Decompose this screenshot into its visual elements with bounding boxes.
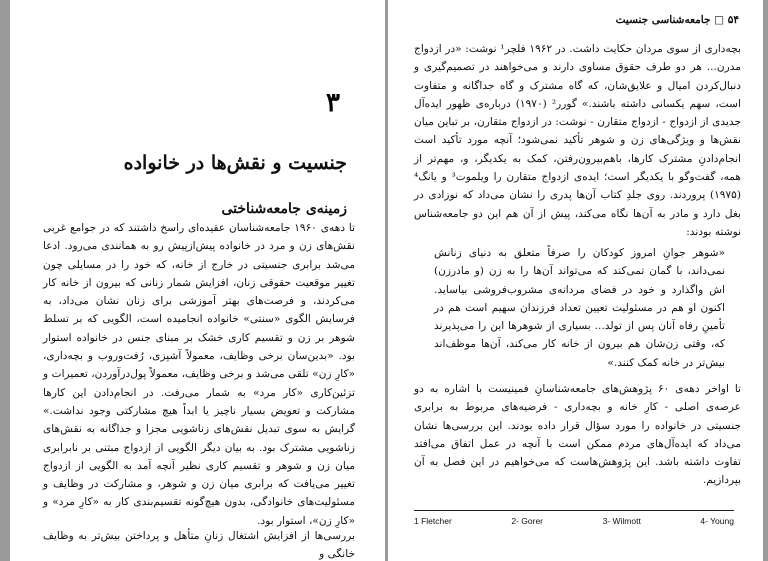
block-quote: «شوهر جوانِ امروز کودکان را صرفاً متعلق به دنیای زنانش نمی‌داند، با گمان تمی‌کند که می‌تواند آن‌ها را به زن (و مادرزن) اش واگذارد و خود در فضای مردانه‌ی مشروب‌فروشی بیاساید. اکنون او هم در مسئولیت تعیین تعداد فرزندان سهیم است هم در تأمینِ رفاه آنان پس از تولد... بسیاری از شوهرها این را می‌پذیرند که، وقتی زن‌شان هم بیرون از خانه کار می‌کند، آن‌ها موظف‌اند بیش‌تر در خانه کمک کنند.» [434,247,725,369]
right-page [388,0,763,561]
left-page [10,0,385,561]
section-title: زمینه‌ی جامعه‌شناختی [221,201,347,217]
footnotes [414,516,734,526]
left-body-paragraph-2: بررسی‌ها از افزایش اشتغال زنانِ متأهل و پرداختن بیش‌تر به وظایف خانگی و [43,530,355,561]
running-head: ۵۴ □ جامعه‌شناسی جنسیت [615,14,739,26]
footnote-1: 1 Fletcher [414,516,452,526]
footnote-4: 4- Young [700,516,734,526]
chapter-number: ۳ [326,88,340,118]
right-body-paragraph-1: بچه‌داری از سوی مردان حکایت داشت. در ۱۹۶۲ فلچر¹ نوشت: «در ازدواج مدرن... هر دو طرف حقوق مساوی دارند و می‌خواهند در تصمیم‌گیری و دنبال‌کردن امیال و علایق‌شان، که گاه مشترک و گاه جداگانه و متفاوت است، سهم یکسانی داشته باشند.» گورر² (۱۹۷۰) درباره‌ی ظهور ایده‌آل جدیدی از ازدواج - ازدواج متقارن - نوشت: در ازدواج متقارن، بر تباین میان نقش‌ها و ویژگی‌های زن و شوهر تأکید نمی‌شود؛ آنچه مورد تأکید است انجام‌دادنِ مشترک کارها، باهم‌بیرون‌رفتن، کمک به یکدیگر، و، مهم‌تر از همه، گفت‌وگو با یکدیگر است؛ ایده‌ی ازدواج متقارن را ویلموت³ و یانگ⁴ (۱۹۷۵) پروردند. روی جلدِ کتاب آن‌ها پدری را نشان می‌داد که نوزادی در بغل دارد و مادر به آن‌ها نگاه می‌کند، پیش از آن هم این دو جامعه‌شناس نوشته بودند: [414,43,741,238]
footnote-divider [414,510,734,511]
right-body-paragraph-2: تا اواخر دهه‌ی ۶۰ پژوهش‌های جامعه‌شناسانِ فمینیست با اشاره به دو عرصه‌ی اصلی - کارِ خانه و بچه‌داری - فرضیه‌های مربوط به برابری جنسیتی در خانواده را مورد سؤال قرار داده بودند. این بررسی‌ها نشان می‌داد که ایده‌آل‌های مردم ممکن است با آنچه در عمل اتفاق می‌افتد تفاوت داشته باشد. این پژوهش‌هاست که می‌خواهیم در این فصل به آن بپردازیم. [414,383,741,487]
left-body-paragraph: تا دهه‌ی ۱۹۶۰ جامعه‌شناسان عقیده‌ای راسخ داشتند که در جوامع غربی نقش‌های زن و مرد در خانواده پیش‌ازپیش رو به همانندی می‌رود. ادعا می‌شد برابری جنسیتی در خارج از خانه، که خود را در مسایلی چون تغییر موقعیت حقوقی زنان، افزایش شمار زنانی که بیرون از خانه کار می‌کردند، و فرصت‌های بهتر آموزشی برای زنان نشان می‌داد، به فرسایش الگوی «سنتی» خانواده انجامیده است، الگویی که بر تسلط شوهر بر زن و تقسیم کاری خشک بر مبنای جنس در خانواده استوار بود. «بدین‌سان برخی وظایف، معمولاً آشپزی، رُفت‌وروب و بچه‌داری، «کارِ زن» تلقی می‌شد و برخی وظایف، معمولاً پول‌درآوردن، تعمیرات و تزئین‌کاری «کار مرد» به شمار می‌رفت. در انجام‌دادن این کارها مشارکت و تعویض بسیار ناچیز یا ابداً هیچ مشارکتی وجود نداشت.» گرایش به سوی تبدیل نقش‌های زناشویی مجزا و جداگانه به نقش‌های زناشویی مشترک بود. به بیان دیگر الگویی از ازدواج مبتنی بر نابرابری میان زن و شوهر و تقسیم کاری نظیر آنچه آمد به الگویی از ازدواج تغییر می‌یافت که برابری میان زن و شوهر، و مشارکت در وظایف و مسئولیت‌های خانوادگی، بدون هیچ‌گونه تقسیم‌بندی کار به «کارِ مرد» و «کارِ زن»، استوار بود. [43,222,355,527]
chapter-title: جنسیت و نقش‌ها در خانواده [123,152,347,174]
footnote-2: 2- Gorer [511,516,544,526]
footnote-3: 3- Wilmott [602,516,641,526]
